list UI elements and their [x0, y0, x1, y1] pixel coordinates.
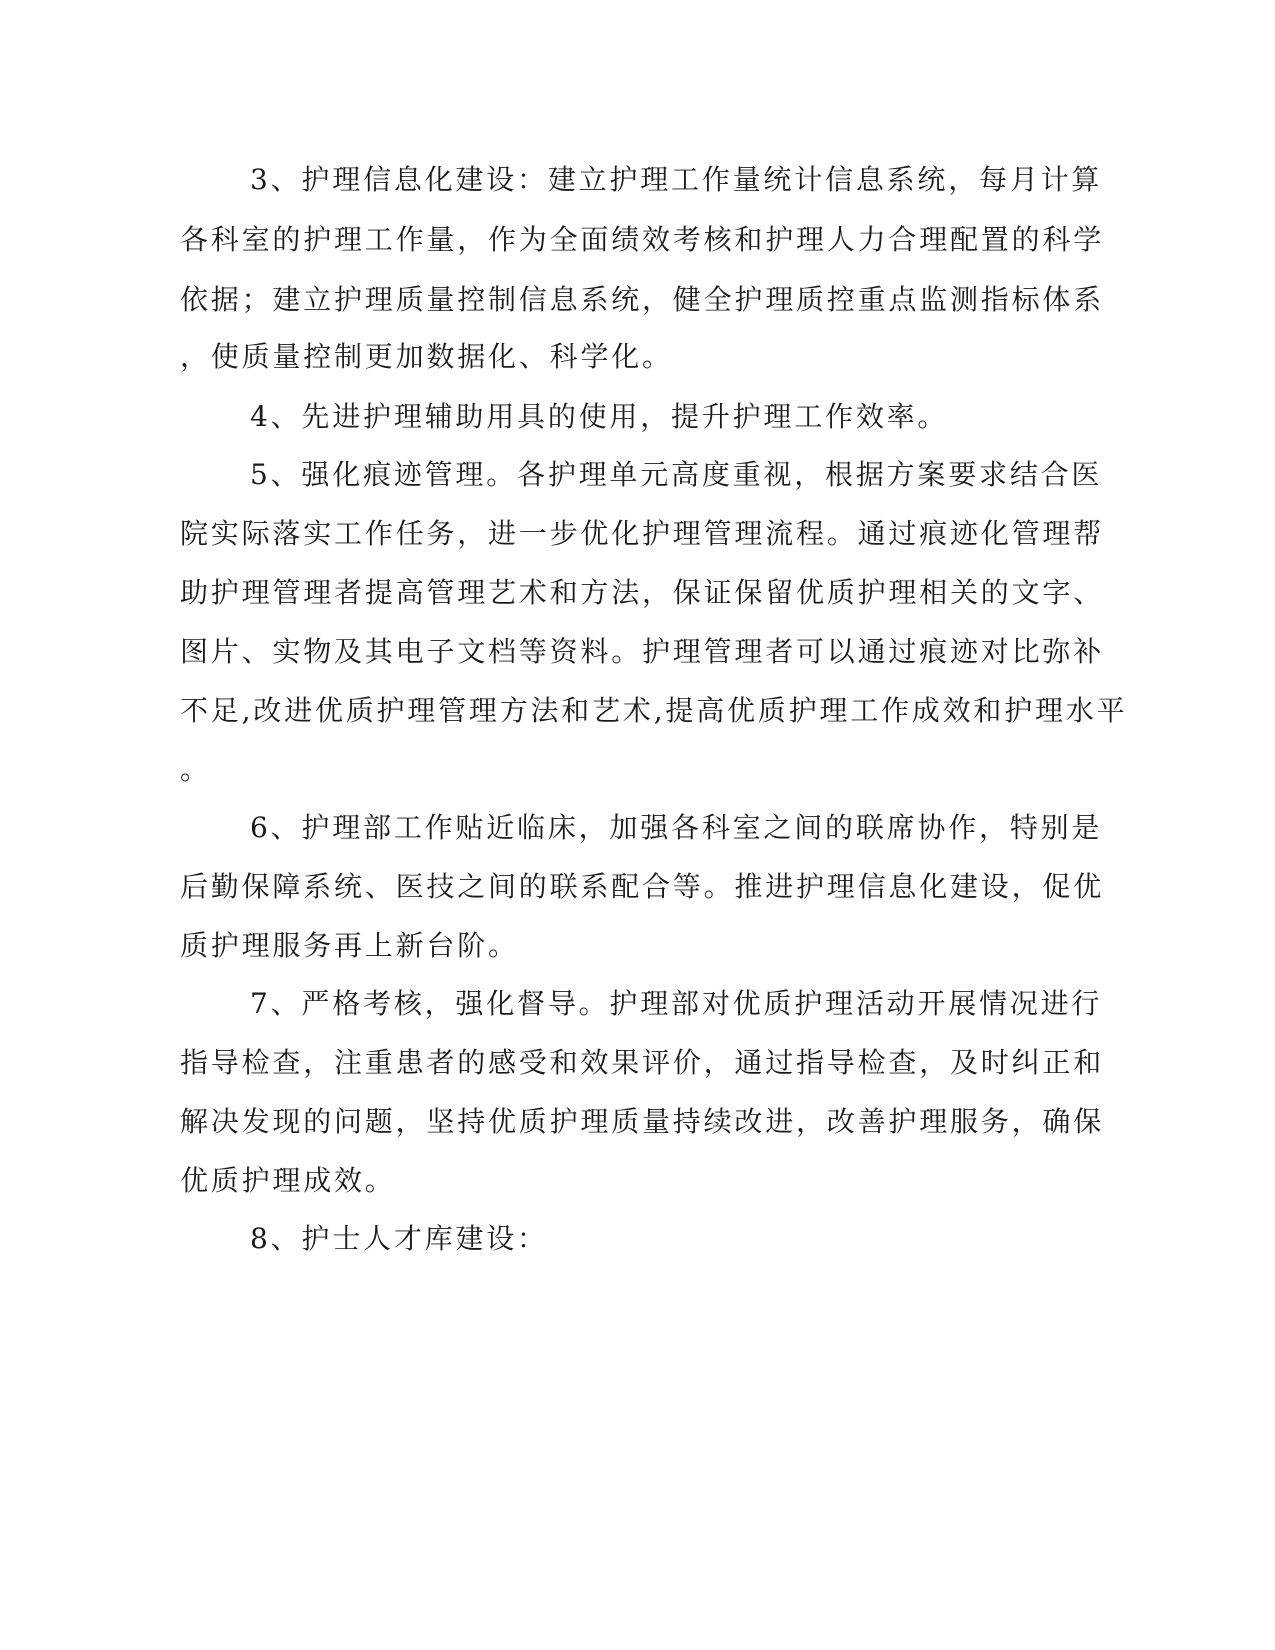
paragraph-5-line-4: 图片、实物及其电子文档等资料。护理管理者可以通过痕迹对比弥补: [180, 635, 1105, 668]
paragraph-6-line-1: 6、护理部工作贴近临床，加强各科室之间的联席协作，特别是: [250, 811, 1103, 844]
paragraph-7-line-1: 7、严格考核，强化督导。护理部对优质护理活动开展情况进行: [250, 987, 1103, 1020]
paragraph-8-line-1: 8、护士人才库建设：: [250, 1222, 548, 1255]
paragraph-7-line-3: 解决发现的问题，坚持优质护理质量持续改进，改善护理服务，确保: [180, 1105, 1105, 1138]
paragraph-5-line-1: 5、强化痕迹管理。各护理单元高度重视，根据方案要求结合医: [250, 458, 1103, 491]
paragraph-5-line-2: 院实际落实工作任务，进一步优化护理管理流程。通过痕迹化管理帮: [180, 517, 1105, 550]
paragraph-7-line-2: 指导检查，注重患者的感受和效果评价，通过指导检查，及时纠正和: [180, 1046, 1105, 1079]
paragraph-4-line-1: 4、先进护理辅助用具的使用，提升护理工作效率。: [250, 400, 949, 433]
paragraph-5-line-5: 不足,改进优质护理管理方法和艺术,提高优质护理工作成效和护理水平: [180, 694, 1128, 727]
paragraph-3-line-3: 依据；建立护理质量控制信息系统，健全护理质控重点监测指标体系: [180, 283, 1105, 316]
paragraph-3-line-2: 各科室的护理工作量，作为全面绩效考核和护理人力合理配置的科学: [180, 223, 1105, 256]
paragraph-5-line-6: 。: [180, 753, 211, 786]
paragraph-5-line-3: 助护理管理者提高管理艺术和方法，保证保留优质护理相关的文字、: [180, 576, 1105, 609]
paragraph-6-line-3: 质护理服务再上新台阶。: [180, 929, 519, 962]
paragraph-6-line-2: 后勤保障系统、医技之间的联系配合等。推进护理信息化建设，促优: [180, 870, 1105, 903]
paragraph-3-line-4: ，使质量控制更加数据化、科学化。: [180, 340, 673, 373]
paragraph-7-line-4: 优质护理成效。: [180, 1164, 396, 1197]
paragraph-3-line-1: 3、护理信息化建设：建立护理工作量统计信息系统，每月计算: [250, 163, 1103, 196]
